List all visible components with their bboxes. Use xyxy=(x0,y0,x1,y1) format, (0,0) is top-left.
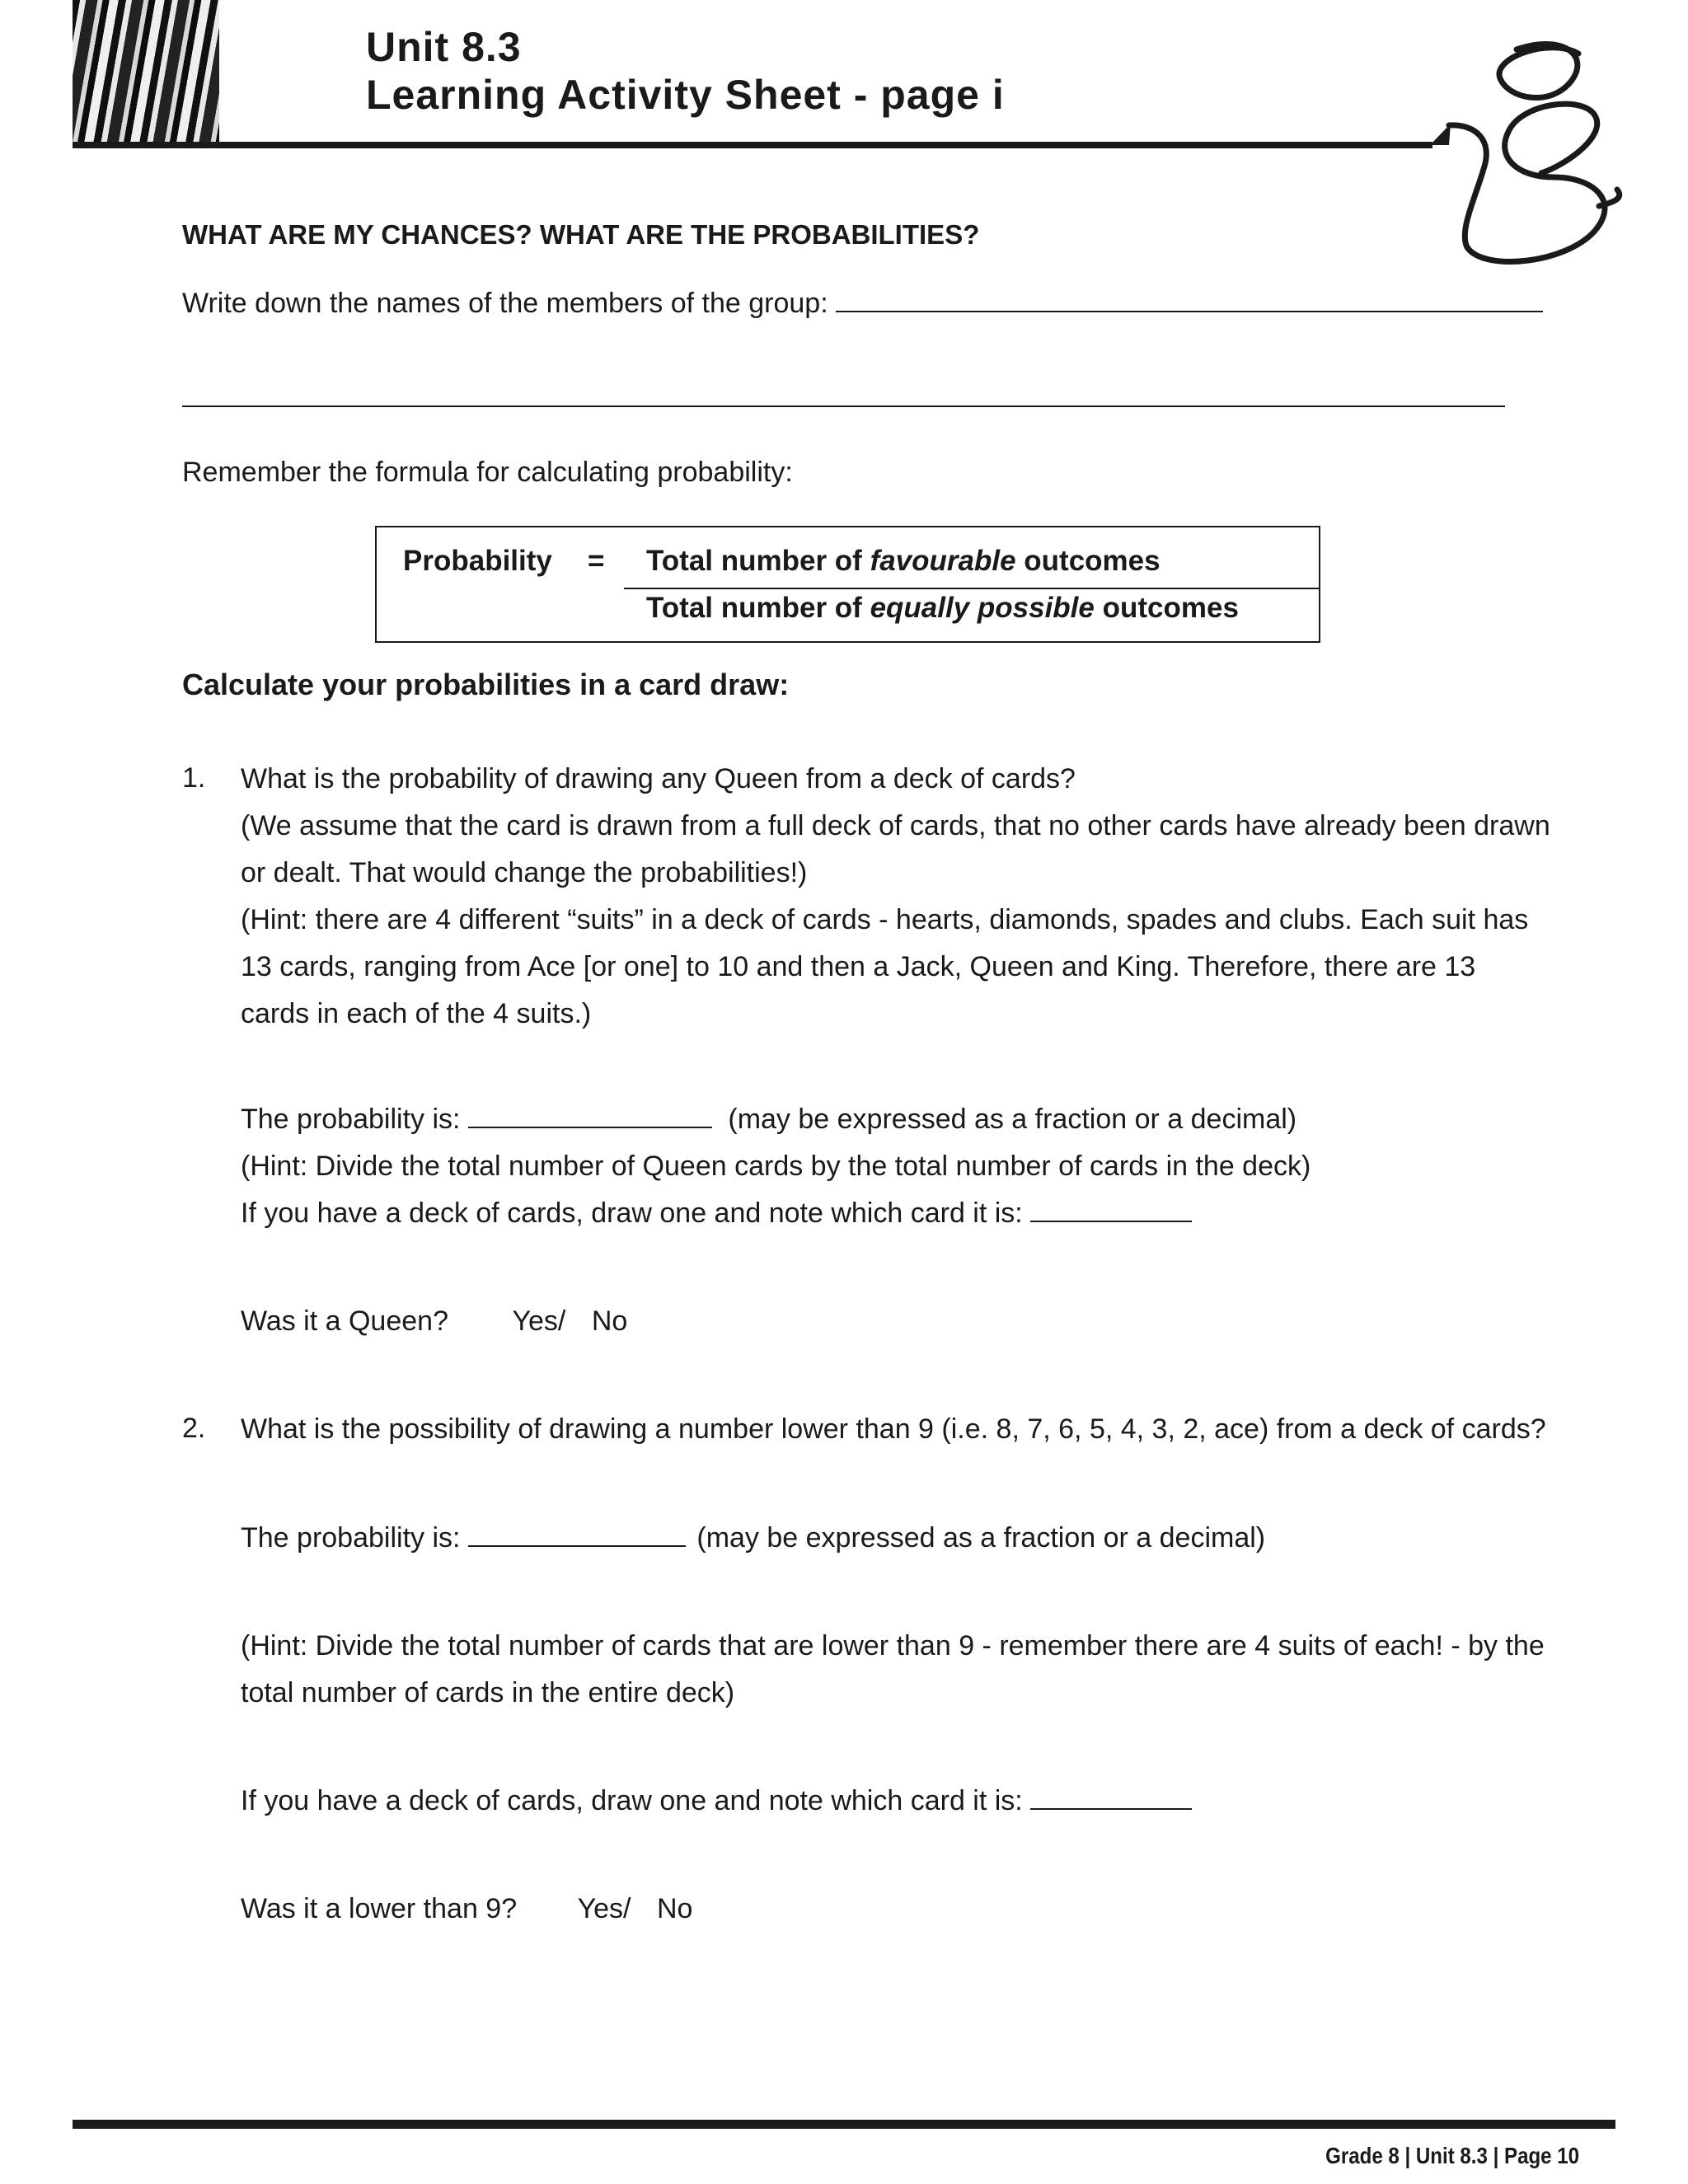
header-rule xyxy=(73,142,1432,148)
probability-formula-box xyxy=(375,526,1320,643)
q2-probability-line xyxy=(241,1515,1265,1562)
q1-probability-blank[interactable] xyxy=(468,1104,712,1128)
q2-card-blank[interactable] xyxy=(1030,1785,1192,1810)
names-blank-1[interactable] xyxy=(836,288,1543,312)
names-prompt: Write down the names of the members of the group: xyxy=(182,288,828,319)
q2-check-question: Was it a lower than 9? xyxy=(241,1893,518,1924)
q1-assumption: (We assume that the card is drawn from a full deck of cards, that no other cards have already been drawn or dealt. That would change the probabilities!) xyxy=(241,810,1550,888)
q2-number: 2. xyxy=(182,1413,206,1444)
q1-card-blank[interactable] xyxy=(1030,1197,1192,1222)
fraction-bar xyxy=(624,588,1320,589)
q2-question: What is the possibility of drawing a number lower than 9 (i.e. 8, 7, 6, 5, 4, 3, 2, ace) from a deck of cards? xyxy=(241,1413,1546,1445)
q1-draw-prompt: If you have a deck of cards, draw one and note which card it is: xyxy=(241,1197,1023,1229)
q2-prob-label: The probability is: xyxy=(241,1522,461,1554)
q2-check-line xyxy=(241,1886,692,1933)
formula-prompt: Remember the formula for calculating probability: xyxy=(182,457,793,488)
q2-no-option[interactable]: No xyxy=(656,1893,693,1924)
formula-label: Probability xyxy=(403,545,552,577)
corner-digit-eight xyxy=(1449,45,1620,262)
q1-prob-label: The probability is: xyxy=(241,1104,461,1135)
q1-check-question: Was it a Queen? xyxy=(241,1305,448,1337)
formula-equals: = xyxy=(588,545,605,577)
section-heading: Calculate your probabilities in a card draw: xyxy=(182,668,790,701)
names-line xyxy=(182,280,1543,327)
q1-no-option[interactable]: No xyxy=(591,1305,628,1337)
formula-denominator: Total number of equally possible outcomes xyxy=(646,592,1239,624)
q1-yes-option[interactable]: Yes/ xyxy=(512,1305,566,1337)
q2-yes-option[interactable]: Yes/ xyxy=(577,1893,631,1924)
names-blank-2[interactable] xyxy=(182,405,1505,407)
q2-draw-prompt: If you have a deck of cards, draw one and note which card it is: xyxy=(241,1785,1023,1816)
q1-hint-suits: (Hint: there are 4 different “suits” in a deck of cards - hearts, diamonds, spades and clubs. Each suit has 13 cards, ranging from Ace [or one] to 10 and then a Jack, Queen and King. Therefore, there are 13 cards in each of the 4 suits.) xyxy=(241,904,1529,1029)
q1-check-line xyxy=(241,1298,627,1345)
footer-page-info: Grade 8 | Unit 8.3 | Page 10 xyxy=(1325,2143,1579,2168)
q1-block xyxy=(241,756,1551,1038)
q1-question: What is the probability of drawing any Queen from a deck of cards? xyxy=(241,763,1076,794)
q1-prob-note: (may be expressed as a fraction or a decimal) xyxy=(728,1104,1297,1135)
sheet-title: Learning Activity Sheet - page i xyxy=(366,72,1005,118)
unit-title: Unit 8.3 xyxy=(366,24,522,70)
q1-number: 1. xyxy=(182,762,206,794)
q1-hint-divide: (Hint: Divide the total number of Queen cards by the total number of cards in the deck) xyxy=(241,1151,1311,1182)
q1-draw-line xyxy=(241,1190,1192,1237)
q2-prob-note: (may be expressed as a fraction or a decimal) xyxy=(696,1522,1266,1554)
q2-draw-line xyxy=(241,1778,1192,1825)
footer-rule xyxy=(73,2120,1615,2129)
formula-numerator: Total number of favourable outcomes xyxy=(646,545,1160,577)
q2-probability-blank[interactable] xyxy=(468,1522,686,1547)
page-heading: WHAT ARE MY CHANCES? WHAT ARE THE PROBABILITIES? xyxy=(182,219,980,250)
q2-hint-divide: (Hint: Divide the total number of cards that are lower than 9 - remember there are 4 suits of each! - by the total number of cards in the entire deck) xyxy=(241,1630,1545,1708)
q1-probability-line xyxy=(241,1096,1296,1143)
